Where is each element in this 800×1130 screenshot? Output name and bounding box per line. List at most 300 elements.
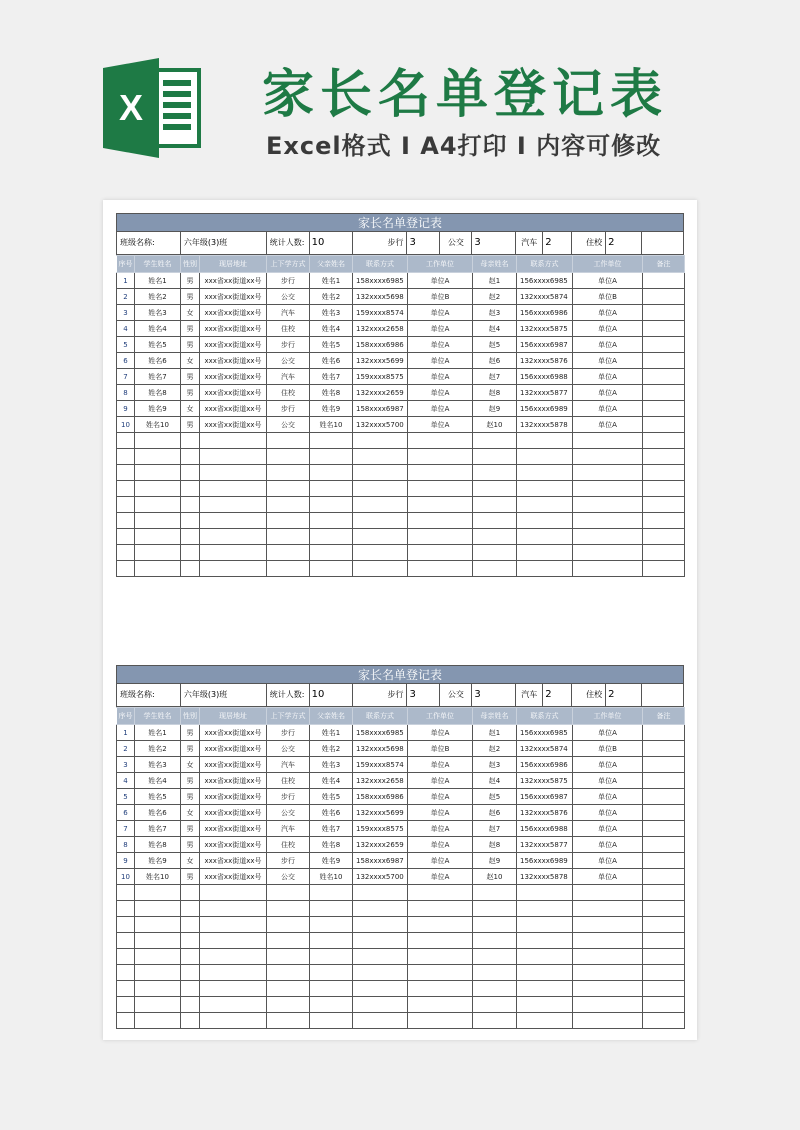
empty-cell[interactable] [181,917,200,933]
cell-mother-name[interactable]: 赵5 [473,337,517,353]
cell-commute[interactable]: 步行 [267,789,310,805]
empty-cell[interactable] [310,949,353,965]
cell-commute[interactable]: 公交 [267,353,310,369]
cell-remarks[interactable] [643,725,685,741]
empty-cell[interactable] [181,497,200,513]
empty-cell[interactable] [473,1013,517,1029]
empty-cell[interactable] [181,529,200,545]
empty-cell[interactable] [117,481,135,497]
cell-father-name[interactable]: 姓名10 [310,417,353,433]
empty-cell[interactable] [135,997,181,1013]
cell-gender[interactable]: 女 [181,305,200,321]
cell-father-phone[interactable]: 158xxxx6987 [353,853,408,869]
cell-remarks[interactable] [643,401,685,417]
cell-address[interactable]: xxx省xx街道xx号 [200,869,267,885]
empty-cell[interactable] [517,1013,573,1029]
empty-cell[interactable] [310,1013,353,1029]
empty-cell[interactable] [267,901,310,917]
empty-cell[interactable] [643,561,685,577]
empty-cell[interactable] [643,433,685,449]
empty-cell[interactable] [117,997,135,1013]
empty-cell[interactable] [200,1013,267,1029]
empty-cell[interactable] [517,933,573,949]
cell-father-work[interactable]: 单位A [408,821,473,837]
cell-mother-name[interactable]: 赵3 [473,305,517,321]
empty-cell[interactable] [181,901,200,917]
cell-remarks[interactable] [643,369,685,385]
empty-cell[interactable] [573,529,643,545]
cell-student-name[interactable]: 姓名5 [135,337,181,353]
empty-cell[interactable] [573,965,643,981]
cell-index[interactable]: 9 [117,401,135,417]
cell-index[interactable]: 4 [117,773,135,789]
cell-student-name[interactable]: 姓名6 [135,805,181,821]
empty-cell[interactable] [517,545,573,561]
empty-cell[interactable] [267,449,310,465]
empty-cell[interactable] [408,917,473,933]
empty-cell[interactable] [517,901,573,917]
empty-cell[interactable] [117,917,135,933]
cell-index[interactable]: 1 [117,273,135,289]
empty-cell[interactable] [117,561,135,577]
empty-cell[interactable] [310,465,353,481]
cell-father-phone[interactable]: 132xxxx5699 [353,353,408,369]
cell-gender[interactable]: 女 [181,353,200,369]
empty-cell[interactable] [117,981,135,997]
cell-father-phone[interactable]: 158xxxx6986 [353,337,408,353]
cell-father-phone[interactable]: 132xxxx5700 [353,417,408,433]
cell-father-name[interactable]: 姓名6 [310,805,353,821]
cell-father-work[interactable]: 单位A [408,401,473,417]
empty-cell[interactable] [353,449,408,465]
empty-cell[interactable] [310,481,353,497]
empty-cell[interactable] [517,449,573,465]
cell-mother-work[interactable]: 单位A [573,353,643,369]
empty-cell[interactable] [181,997,200,1013]
cell-student-name[interactable]: 姓名1 [135,725,181,741]
cell-address[interactable]: xxx省xx街道xx号 [200,789,267,805]
empty-cell[interactable] [517,949,573,965]
cell-remarks[interactable] [643,869,685,885]
empty-cell[interactable] [181,949,200,965]
cell-father-name[interactable]: 姓名10 [310,869,353,885]
empty-cell[interactable] [310,545,353,561]
cell-address[interactable]: xxx省xx街道xx号 [200,289,267,305]
empty-cell[interactable] [200,965,267,981]
cell-student-name[interactable]: 姓名8 [135,385,181,401]
cell-commute[interactable]: 步行 [267,401,310,417]
empty-cell[interactable] [267,965,310,981]
empty-cell[interactable] [200,481,267,497]
empty-cell[interactable] [267,465,310,481]
cell-index[interactable]: 3 [117,305,135,321]
cell-address[interactable]: xxx省xx街道xx号 [200,321,267,337]
empty-cell[interactable] [200,949,267,965]
empty-cell[interactable] [473,497,517,513]
cell-mother-name[interactable]: 赵4 [473,321,517,337]
empty-cell[interactable] [473,481,517,497]
empty-cell[interactable] [117,433,135,449]
cell-mother-name[interactable]: 赵5 [473,789,517,805]
empty-cell[interactable] [473,433,517,449]
cell-mother-phone[interactable]: 132xxxx5876 [517,805,573,821]
cell-remarks[interactable] [643,741,685,757]
cell-index[interactable]: 1 [117,725,135,741]
cell-father-work[interactable]: 单位A [408,805,473,821]
cell-gender[interactable]: 男 [181,273,200,289]
cell-student-name[interactable]: 姓名10 [135,869,181,885]
empty-cell[interactable] [408,885,473,901]
empty-cell[interactable] [517,481,573,497]
empty-cell[interactable] [573,497,643,513]
cell-father-name[interactable]: 姓名4 [310,773,353,789]
cell-index[interactable]: 6 [117,353,135,369]
empty-cell[interactable] [200,433,267,449]
cell-address[interactable]: xxx省xx街道xx号 [200,305,267,321]
cell-remarks[interactable] [643,805,685,821]
empty-cell[interactable] [408,449,473,465]
cell-mother-name[interactable]: 赵8 [473,385,517,401]
empty-cell[interactable] [353,529,408,545]
cell-mother-work[interactable]: 单位A [573,337,643,353]
cell-mother-phone[interactable]: 156xxxx6987 [517,789,573,805]
cell-father-name[interactable]: 姓名9 [310,853,353,869]
cell-father-work[interactable]: 单位A [408,385,473,401]
cell-address[interactable]: xxx省xx街道xx号 [200,273,267,289]
cell-remarks[interactable] [643,853,685,869]
empty-cell[interactable] [473,997,517,1013]
cell-father-name[interactable]: 姓名7 [310,369,353,385]
cell-mother-name[interactable]: 赵7 [473,369,517,385]
empty-cell[interactable] [181,481,200,497]
empty-cell[interactable] [310,997,353,1013]
empty-cell[interactable] [310,885,353,901]
cell-father-phone[interactable]: 158xxxx6986 [353,789,408,805]
cell-mother-work[interactable]: 单位A [573,273,643,289]
empty-cell[interactable] [408,497,473,513]
empty-cell[interactable] [473,885,517,901]
cell-mother-name[interactable]: 赵7 [473,821,517,837]
cell-remarks[interactable] [643,837,685,853]
cell-address[interactable]: xxx省xx街道xx号 [200,757,267,773]
cell-mother-phone[interactable]: 132xxxx5878 [517,869,573,885]
cell-mother-work[interactable]: 单位A [573,385,643,401]
empty-cell[interactable] [643,497,685,513]
empty-cell[interactable] [643,529,685,545]
empty-cell[interactable] [473,465,517,481]
empty-cell[interactable] [517,529,573,545]
cell-mother-work[interactable]: 单位A [573,805,643,821]
empty-cell[interactable] [135,481,181,497]
empty-cell[interactable] [353,917,408,933]
cell-index[interactable]: 8 [117,837,135,853]
empty-cell[interactable] [135,449,181,465]
empty-cell[interactable] [181,545,200,561]
empty-cell[interactable] [117,513,135,529]
cell-father-phone[interactable]: 159xxxx8575 [353,369,408,385]
empty-cell[interactable] [267,481,310,497]
empty-cell[interactable] [408,901,473,917]
cell-mother-name[interactable]: 赵3 [473,757,517,773]
cell-student-name[interactable]: 姓名5 [135,789,181,805]
empty-cell[interactable] [353,965,408,981]
empty-cell[interactable] [573,465,643,481]
empty-cell[interactable] [117,1013,135,1029]
empty-cell[interactable] [117,545,135,561]
cell-father-name[interactable]: 姓名7 [310,821,353,837]
cell-index[interactable]: 2 [117,289,135,305]
cell-father-phone[interactable]: 132xxxx5698 [353,741,408,757]
empty-cell[interactable] [408,933,473,949]
cell-father-phone[interactable]: 132xxxx5698 [353,289,408,305]
empty-cell[interactable] [573,981,643,997]
empty-cell[interactable] [353,465,408,481]
cell-remarks[interactable] [643,821,685,837]
cell-commute[interactable]: 公交 [267,805,310,821]
empty-cell[interactable] [473,917,517,933]
cell-father-work[interactable]: 单位A [408,369,473,385]
empty-cell[interactable] [181,965,200,981]
cell-father-name[interactable]: 姓名4 [310,321,353,337]
cell-address[interactable]: xxx省xx街道xx号 [200,385,267,401]
cell-remarks[interactable] [643,789,685,805]
cell-father-phone[interactable]: 158xxxx6987 [353,401,408,417]
cell-student-name[interactable]: 姓名7 [135,369,181,385]
empty-cell[interactable] [200,901,267,917]
cell-remarks[interactable] [643,337,685,353]
cell-father-name[interactable]: 姓名1 [310,725,353,741]
cell-mother-phone[interactable]: 156xxxx6985 [517,725,573,741]
cell-gender[interactable]: 男 [181,773,200,789]
empty-cell[interactable] [473,933,517,949]
empty-cell[interactable] [353,997,408,1013]
empty-cell[interactable] [117,465,135,481]
empty-cell[interactable] [135,933,181,949]
cell-remarks[interactable] [643,417,685,433]
empty-cell[interactable] [200,529,267,545]
cell-commute[interactable]: 住校 [267,837,310,853]
empty-cell[interactable] [267,949,310,965]
empty-cell[interactable] [517,433,573,449]
empty-cell[interactable] [473,529,517,545]
empty-cell[interactable] [117,933,135,949]
empty-cell[interactable] [181,1013,200,1029]
empty-cell[interactable] [408,529,473,545]
empty-cell[interactable] [473,561,517,577]
cell-remarks[interactable] [643,385,685,401]
empty-cell[interactable] [517,465,573,481]
empty-cell[interactable] [135,885,181,901]
empty-cell[interactable] [573,545,643,561]
cell-mother-work[interactable]: 单位A [573,837,643,853]
empty-cell[interactable] [267,513,310,529]
empty-cell[interactable] [408,949,473,965]
empty-cell[interactable] [408,465,473,481]
cell-gender[interactable]: 男 [181,821,200,837]
empty-cell[interactable] [643,481,685,497]
cell-gender[interactable]: 男 [181,789,200,805]
cell-mother-phone[interactable]: 156xxxx6986 [517,757,573,773]
cell-mother-phone[interactable]: 156xxxx6985 [517,273,573,289]
cell-commute[interactable]: 住校 [267,773,310,789]
cell-index[interactable]: 10 [117,869,135,885]
empty-cell[interactable] [267,981,310,997]
cell-gender[interactable]: 男 [181,385,200,401]
empty-cell[interactable] [353,885,408,901]
empty-cell[interactable] [267,561,310,577]
cell-index[interactable]: 2 [117,741,135,757]
empty-cell[interactable] [643,1013,685,1029]
cell-commute[interactable]: 住校 [267,385,310,401]
empty-cell[interactable] [573,949,643,965]
cell-father-work[interactable]: 单位A [408,773,473,789]
empty-cell[interactable] [181,885,200,901]
empty-cell[interactable] [200,465,267,481]
cell-mother-name[interactable]: 赵10 [473,417,517,433]
empty-cell[interactable] [200,513,267,529]
cell-remarks[interactable] [643,273,685,289]
empty-cell[interactable] [135,497,181,513]
cell-mother-phone[interactable]: 132xxxx5877 [517,837,573,853]
empty-cell[interactable] [135,529,181,545]
cell-remarks[interactable] [643,353,685,369]
cell-mother-work[interactable]: 单位A [573,725,643,741]
cell-address[interactable]: xxx省xx街道xx号 [200,821,267,837]
empty-cell[interactable] [408,965,473,981]
empty-cell[interactable] [473,901,517,917]
cell-father-name[interactable]: 姓名8 [310,385,353,401]
cell-father-name[interactable]: 姓名9 [310,401,353,417]
cell-index[interactable]: 4 [117,321,135,337]
cell-father-work[interactable]: 单位A [408,789,473,805]
cell-address[interactable]: xxx省xx街道xx号 [200,741,267,757]
empty-cell[interactable] [517,513,573,529]
empty-cell[interactable] [310,513,353,529]
empty-cell[interactable] [135,949,181,965]
empty-cell[interactable] [573,885,643,901]
cell-gender[interactable]: 男 [181,369,200,385]
empty-cell[interactable] [517,885,573,901]
cell-student-name[interactable]: 姓名3 [135,757,181,773]
empty-cell[interactable] [200,449,267,465]
empty-cell[interactable] [353,561,408,577]
empty-cell[interactable] [267,997,310,1013]
empty-cell[interactable] [573,901,643,917]
empty-cell[interactable] [135,561,181,577]
cell-address[interactable]: xxx省xx街道xx号 [200,725,267,741]
empty-cell[interactable] [643,917,685,933]
cell-remarks[interactable] [643,773,685,789]
empty-cell[interactable] [310,449,353,465]
empty-cell[interactable] [517,981,573,997]
empty-cell[interactable] [643,933,685,949]
cell-gender[interactable]: 男 [181,741,200,757]
empty-cell[interactable] [135,465,181,481]
empty-cell[interactable] [135,513,181,529]
empty-cell[interactable] [135,917,181,933]
empty-cell[interactable] [135,433,181,449]
empty-cell[interactable] [117,901,135,917]
cell-father-work[interactable]: 单位A [408,337,473,353]
empty-cell[interactable] [408,1013,473,1029]
cell-commute[interactable]: 步行 [267,853,310,869]
cell-father-work[interactable]: 单位A [408,273,473,289]
empty-cell[interactable] [643,449,685,465]
cell-mother-name[interactable]: 赵6 [473,353,517,369]
cell-index[interactable]: 7 [117,821,135,837]
cell-gender[interactable]: 男 [181,869,200,885]
cell-address[interactable]: xxx省xx街道xx号 [200,773,267,789]
cell-mother-phone[interactable]: 156xxxx6986 [517,305,573,321]
empty-cell[interactable] [473,513,517,529]
empty-cell[interactable] [135,981,181,997]
empty-cell[interactable] [517,561,573,577]
cell-mother-phone[interactable]: 132xxxx5876 [517,353,573,369]
empty-cell[interactable] [181,433,200,449]
cell-father-phone[interactable]: 132xxxx2659 [353,837,408,853]
cell-mother-name[interactable]: 赵9 [473,401,517,417]
empty-cell[interactable] [573,513,643,529]
empty-cell[interactable] [408,545,473,561]
cell-father-phone[interactable]: 158xxxx6985 [353,273,408,289]
empty-cell[interactable] [517,965,573,981]
cell-mother-phone[interactable]: 156xxxx6988 [517,821,573,837]
cell-index[interactable]: 6 [117,805,135,821]
cell-student-name[interactable]: 姓名3 [135,305,181,321]
cell-father-phone[interactable]: 159xxxx8574 [353,757,408,773]
empty-cell[interactable] [267,545,310,561]
empty-cell[interactable] [643,465,685,481]
cell-father-work[interactable]: 单位A [408,321,473,337]
cell-commute[interactable]: 公交 [267,869,310,885]
cell-mother-name[interactable]: 赵1 [473,273,517,289]
cell-father-work[interactable]: 单位A [408,869,473,885]
empty-cell[interactable] [117,885,135,901]
cell-mother-work[interactable]: 单位A [573,773,643,789]
cell-address[interactable]: xxx省xx街道xx号 [200,337,267,353]
cell-address[interactable]: xxx省xx街道xx号 [200,353,267,369]
cell-commute[interactable]: 汽车 [267,821,310,837]
cell-commute[interactable]: 步行 [267,725,310,741]
cell-gender[interactable]: 女 [181,757,200,773]
cell-mother-work[interactable]: 单位B [573,741,643,757]
cell-father-phone[interactable]: 132xxxx2658 [353,321,408,337]
cell-mother-phone[interactable]: 156xxxx6987 [517,337,573,353]
empty-cell[interactable] [310,917,353,933]
empty-cell[interactable] [135,965,181,981]
empty-cell[interactable] [117,965,135,981]
cell-mother-name[interactable]: 赵2 [473,289,517,305]
empty-cell[interactable] [473,965,517,981]
cell-father-name[interactable]: 姓名2 [310,741,353,757]
empty-cell[interactable] [643,901,685,917]
empty-cell[interactable] [408,981,473,997]
cell-gender[interactable]: 男 [181,837,200,853]
empty-cell[interactable] [643,513,685,529]
cell-student-name[interactable]: 姓名4 [135,773,181,789]
cell-index[interactable]: 5 [117,789,135,805]
empty-cell[interactable] [181,561,200,577]
cell-father-work[interactable]: 单位A [408,725,473,741]
cell-commute[interactable]: 公交 [267,741,310,757]
empty-cell[interactable] [353,949,408,965]
cell-mother-work[interactable]: 单位A [573,417,643,433]
cell-address[interactable]: xxx省xx街道xx号 [200,837,267,853]
cell-student-name[interactable]: 姓名7 [135,821,181,837]
empty-cell[interactable] [353,933,408,949]
cell-remarks[interactable] [643,305,685,321]
empty-cell[interactable] [353,901,408,917]
